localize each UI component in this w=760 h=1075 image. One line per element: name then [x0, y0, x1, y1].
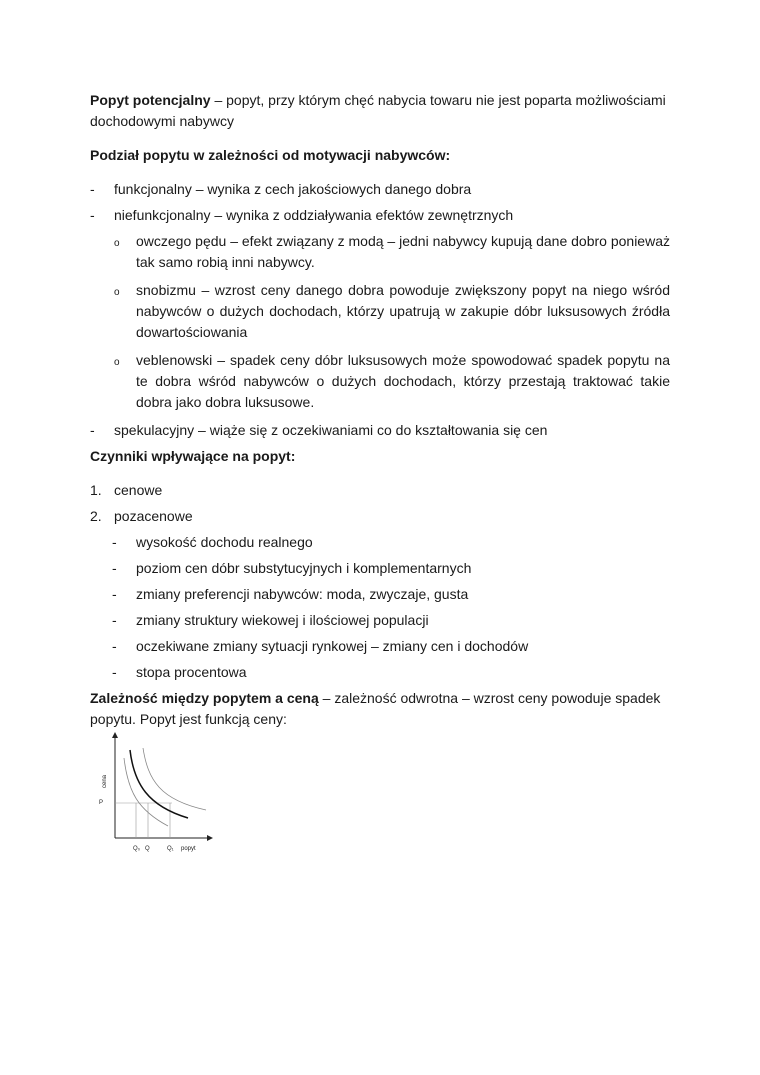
list-item: - spekulacyjny – wiąże się z oczekiwaniami co do kształtowania się cen [90, 420, 670, 441]
bullet-circle: o [114, 357, 120, 368]
sub-list-item: o snobizmu – wzrost ceny danego dobra powoduje zwiększony popyt na niego wśród nabywców o dużych dochodach, którzy upatrują w zakupie dóbr luksusowych źródła dowartościowania [114, 282, 670, 340]
relation-text: – zależność odwrotna – wzrost ceny powoduje spadek popytu. Popyt jest funkcją ceny: [90, 690, 661, 727]
q1-label: Q₁ [167, 846, 174, 852]
bullet-circle: o [114, 287, 120, 298]
y-axis-arrow [112, 732, 118, 738]
numbered-item: 2. pozacenowe [90, 508, 193, 524]
bullet-dash: - [90, 181, 95, 197]
definition-text: – popyt, przy którym chęć nabycia towaru nie jest poparta możliwościami dochodowymi nabywcy [90, 92, 666, 129]
q-label: Q [145, 846, 150, 852]
bullet-circle: o [114, 238, 120, 249]
demand-curve-main [130, 750, 188, 818]
relation-paragraph [90, 688, 670, 730]
list-item: - oczekiwane zmiany sytuacji rynkowej – zmiany cen i dochodów [112, 638, 529, 654]
bullet-dash: - [90, 207, 95, 223]
definition-term: Popyt potencjalny [90, 92, 211, 108]
q0-label: Q₀ [133, 846, 141, 852]
price-marker-label: P [99, 800, 104, 806]
list-item: - funkcjonalny – wynika z cech jakościowych danego dobra [90, 179, 670, 200]
demand-chart [88, 730, 228, 860]
document-page [90, 90, 670, 730]
sub-list-item: o owczego pędu – efekt związany z modą – jedni nabywcy kupują dane dobro ponieważ tak samo robią inni nabywcy. [114, 233, 670, 270]
list-item: - stopa procentowa [112, 664, 247, 680]
factors-sub-list [112, 532, 670, 683]
definition-paragraph [90, 90, 670, 132]
relation-term: Zależność między popytem a ceną [90, 690, 319, 706]
factors-heading: Czynniki wpływające na popyt: [90, 448, 296, 464]
division-heading: Podział popytu w zależności od motywacji nabywców: [90, 147, 451, 163]
list-item: - zmiany preferencji nabywców: moda, zwyczaje, gusta [112, 586, 469, 602]
sub-list [114, 231, 670, 413]
sub-list-item: o veblenowski – spadek ceny dóbr luksusowych może spowodować spadek popytu na te dobra wśród nabywców o dużych dochodach, którzy przestają traktować takie dobra jako dobra luksusowe. [114, 352, 670, 410]
x-axis-arrow [207, 835, 213, 841]
list-item: - poziom cen dóbr substytucyjnych i komplementarnych [112, 560, 472, 576]
list-item: - zmiany struktury wiekowej i ilościowej populacji [112, 612, 429, 628]
numbered-item: 1. cenowe [90, 482, 163, 498]
demand-curve-right [143, 748, 206, 810]
list-item: - niefunkcjonalny – wynika z oddziaływania efektów zewnętrznych [90, 205, 670, 226]
bullet-dash: - [90, 422, 95, 438]
x-axis-label: popyt [181, 846, 196, 852]
list-item: - wysokość dochodu realnego [112, 534, 313, 550]
y-axis-label: cena [102, 774, 108, 788]
